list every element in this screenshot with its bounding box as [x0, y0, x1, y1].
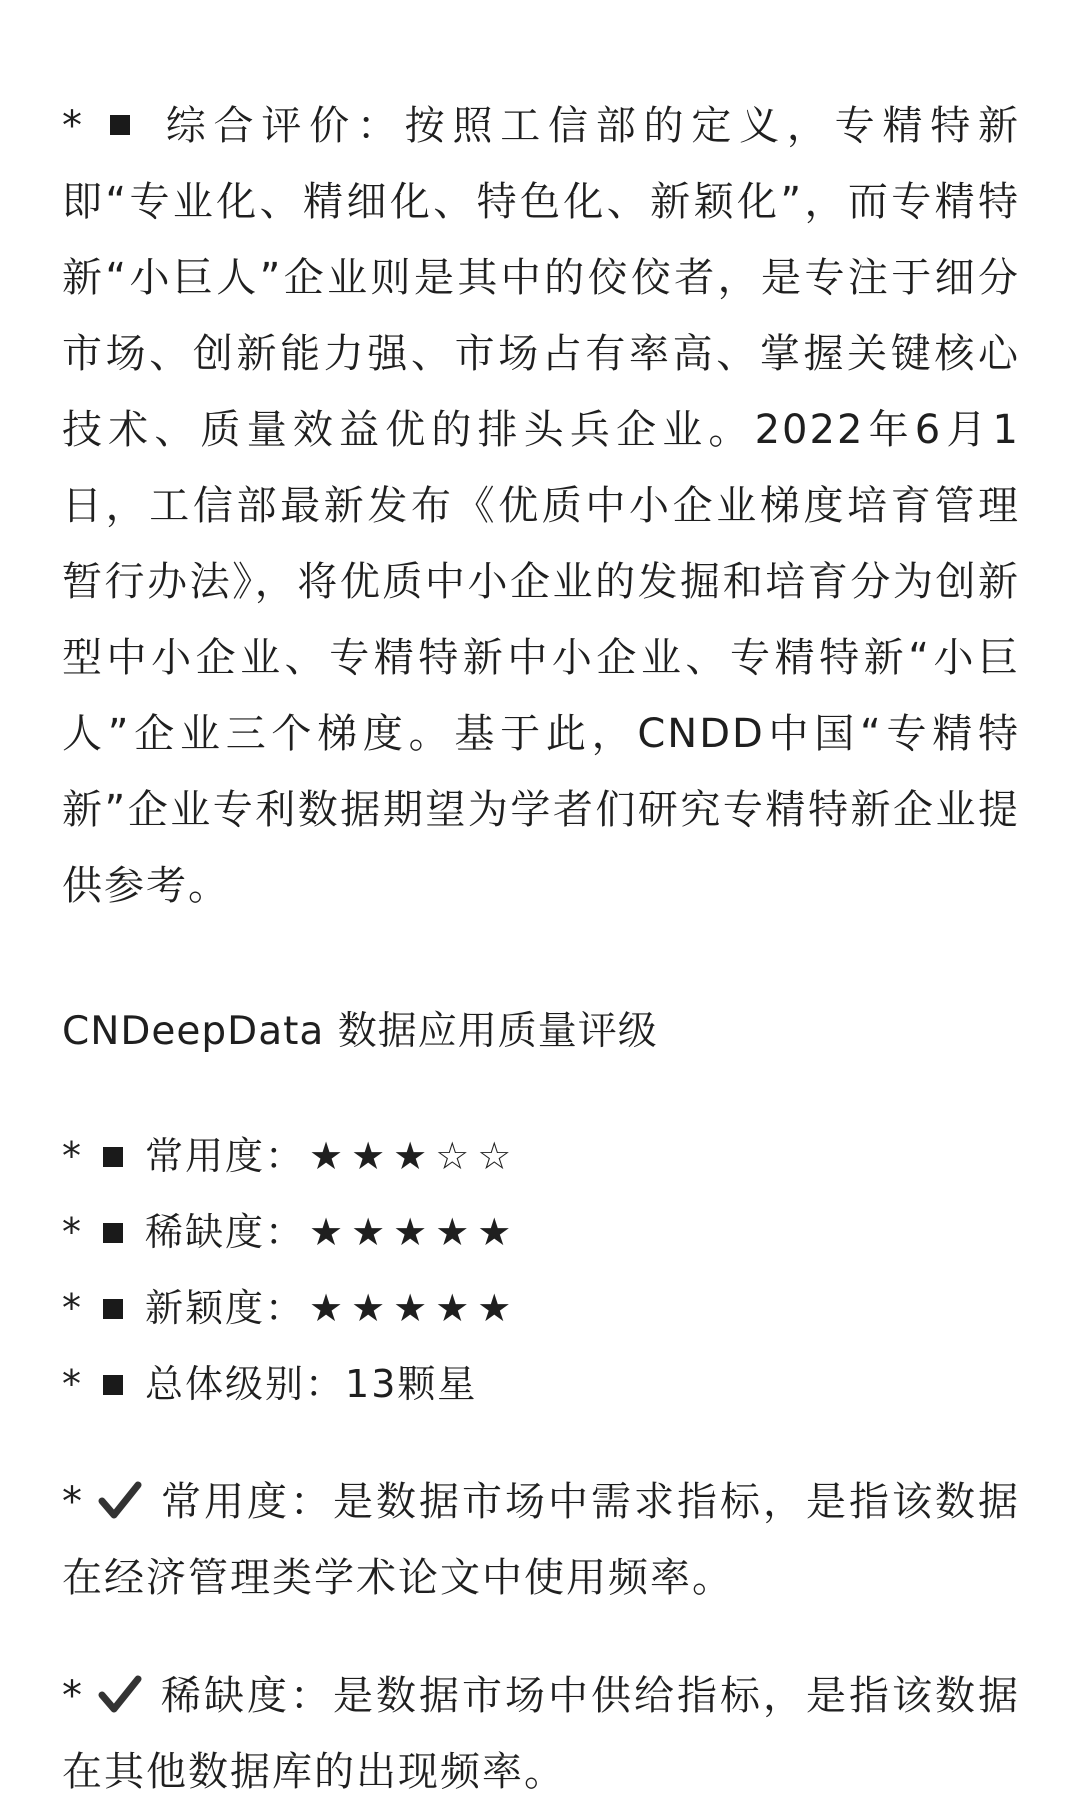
bullet-asterisk: *: [62, 1362, 83, 1406]
rating-stars: ★★★★★: [309, 1210, 520, 1254]
bullet-asterisk: *: [62, 1134, 83, 1178]
rating-label: 总体级别：: [145, 1362, 346, 1406]
intro-paragraph: [62, 88, 1020, 924]
rating-item: [62, 1346, 1020, 1422]
rating-item: [62, 1194, 1020, 1270]
black-square-icon: [103, 1223, 123, 1243]
bullet-asterisk: *: [62, 103, 84, 149]
rating-item: [62, 1270, 1020, 1346]
rating-stars: ★★★☆☆: [309, 1134, 520, 1178]
note-text: 稀缺度：是数据市场中供给指标，是指该数据在其他数据库的出现频率。: [62, 1673, 1020, 1795]
check-mark-icon: [98, 1675, 142, 1715]
bullet-asterisk: *: [62, 1286, 83, 1330]
bullet-asterisk: *: [62, 1479, 84, 1525]
rating-label: 新颖度：: [145, 1286, 306, 1330]
bullet-asterisk: *: [62, 1210, 83, 1254]
rating-item: [62, 1118, 1020, 1194]
black-square-icon: [110, 115, 130, 135]
black-square-icon: [103, 1299, 123, 1319]
black-square-icon: [103, 1375, 123, 1395]
rating-stars: ★★★★★: [309, 1286, 520, 1330]
section-title: CNDeepData 数据应用质量评级: [62, 1009, 658, 1054]
rating-label: 常用度：: [145, 1134, 306, 1178]
note-text: 常用度：是数据市场中需求指标，是指该数据在经济管理类学术论文中使用频率。: [62, 1479, 1020, 1601]
ratings-list: [62, 1118, 1020, 1422]
note-paragraph: [62, 1658, 1020, 1810]
rating-label: 稀缺度：: [145, 1210, 306, 1254]
check-mark-icon: [98, 1481, 142, 1521]
black-square-icon: [103, 1147, 123, 1167]
note-paragraph: [62, 1464, 1020, 1616]
rating-total: 13颗星: [345, 1362, 478, 1406]
intro-text: 综合评价：按照工信部的定义，专精特新即“专业化、精细化、特色化、新颖化”，而专精特新“小巨人”企业则是其中的佼佼者，是专注于细分市场、创新能力强、市场占有率高、掌握关键核心技术、质量效益优的排头兵企业。2022年6月1日，工信部最新发布《优质中小企业梯度培育管理暂行办法》，将优质中小企业的发掘和培育分为创新型中小企业、专精特新中小企业、专精特新“小巨人”企业三个梯度。基于此，CNDD中国“专精特新”企业专利数据期望为学者们研究专精特新企业提供参考。: [62, 103, 1020, 909]
bullet-asterisk: *: [62, 1673, 84, 1719]
